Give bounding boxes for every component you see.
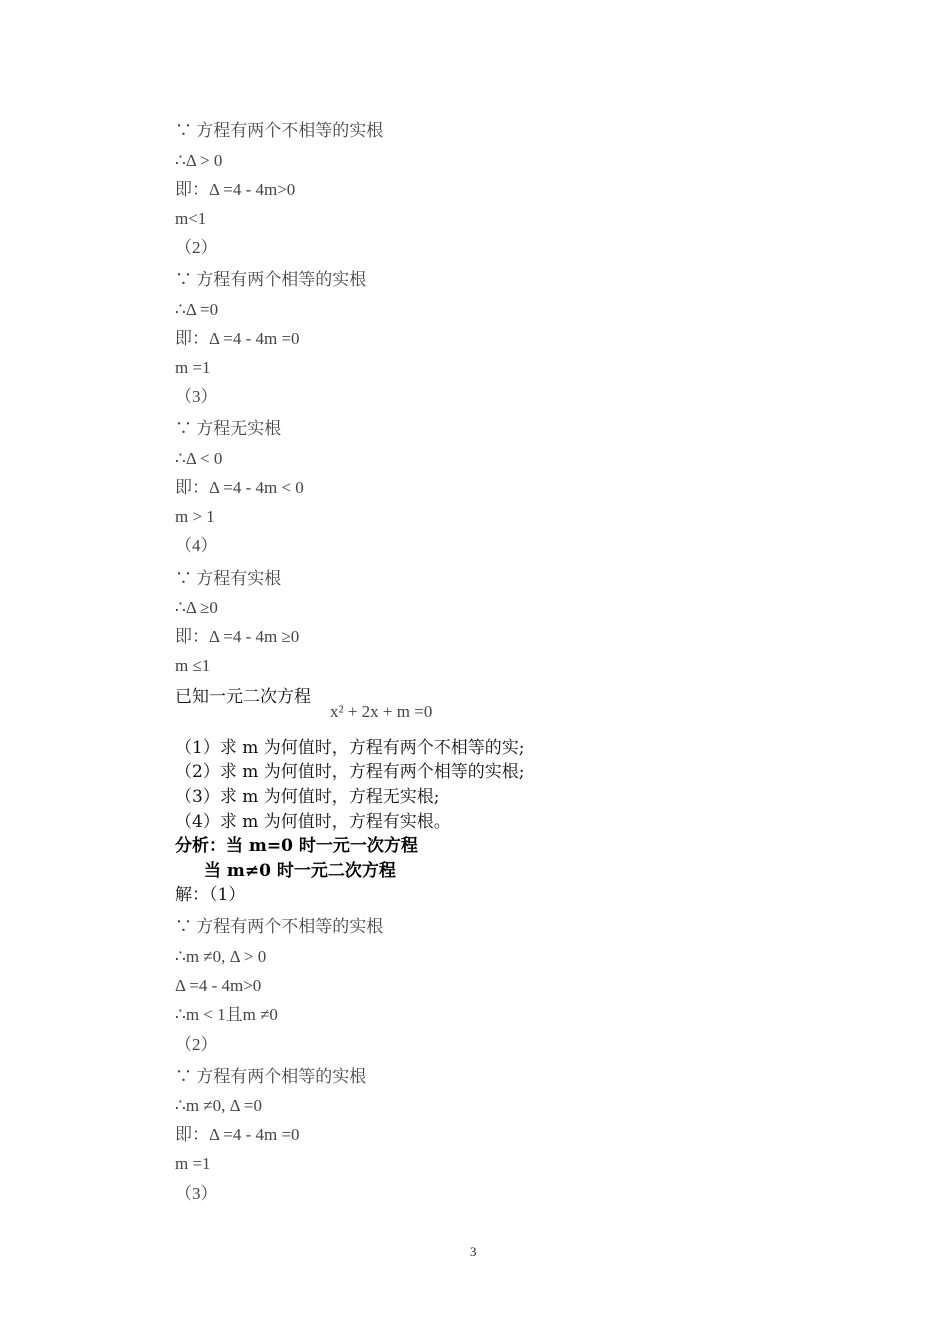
text-line: m<1 bbox=[175, 209, 207, 228]
solution-line: 解：（1） bbox=[175, 885, 246, 905]
solution-line: （2） bbox=[175, 1035, 218, 1054]
text-line: ∵ 方程有实根 bbox=[175, 569, 282, 588]
text-line: m =1 bbox=[175, 358, 211, 377]
text-line: ∴Δ ≥0 bbox=[175, 598, 218, 617]
solution-line: ∴m ≠0, Δ =0 bbox=[175, 1096, 262, 1115]
question-1: （1）求 m 为何值时，方程有两个不相等的实; bbox=[175, 738, 525, 758]
text-line: ∵ 方程有两个不相等的实根 bbox=[175, 121, 384, 140]
solution-line: ∴m < 1且m ≠0 bbox=[175, 1005, 278, 1024]
text-line: （2） bbox=[175, 238, 218, 257]
text-line: 即：Δ =4 - 4m =0 bbox=[175, 329, 300, 348]
solution-line: ∵ 方程有两个不相等的实根 bbox=[175, 917, 384, 936]
solution-line: （3） bbox=[175, 1184, 218, 1203]
problem-equation: x² + 2x + m =0 bbox=[330, 702, 433, 721]
analysis-line-1: 分析：当 m=0 时一元一次方程 bbox=[175, 836, 418, 856]
text-line: m ≤1 bbox=[175, 656, 211, 675]
analysis-line-2: 当 m≠0 时一元二次方程 bbox=[204, 861, 396, 881]
text-line: （4） bbox=[175, 536, 218, 555]
text-line: （3） bbox=[175, 387, 218, 406]
solution-line: m =1 bbox=[175, 1154, 211, 1173]
solution-line: Δ =4 - 4m>0 bbox=[175, 976, 262, 995]
page-number: 3 bbox=[470, 1244, 477, 1259]
text-line: ∴Δ > 0 bbox=[175, 151, 223, 170]
problem-intro: 已知一元二次方程 bbox=[175, 687, 311, 707]
text-line: ∵ 方程有两个相等的实根 bbox=[175, 270, 367, 289]
text-line: m > 1 bbox=[175, 507, 215, 526]
text-line: 即：Δ =4 - 4m>0 bbox=[175, 180, 296, 199]
question-4: （4）求 m 为何值时，方程有实根。 bbox=[175, 812, 451, 832]
text-line: ∴Δ < 0 bbox=[175, 449, 223, 468]
question-2: （2）求 m 为何值时，方程有两个相等的实根; bbox=[175, 762, 525, 782]
question-3: （3）求 m 为何值时，方程无实根; bbox=[175, 787, 440, 807]
solution-line: ∵ 方程有两个相等的实根 bbox=[175, 1067, 367, 1086]
text-line: ∴Δ =0 bbox=[175, 300, 219, 319]
text-line: 即：Δ =4 - 4m ≥0 bbox=[175, 627, 300, 646]
solution-line: ∴m ≠0, Δ > 0 bbox=[175, 947, 267, 966]
text-line: ∵ 方程无实根 bbox=[175, 419, 282, 438]
text-line: 即：Δ =4 - 4m < 0 bbox=[175, 478, 304, 497]
solution-line: 即：Δ =4 - 4m =0 bbox=[175, 1125, 300, 1144]
